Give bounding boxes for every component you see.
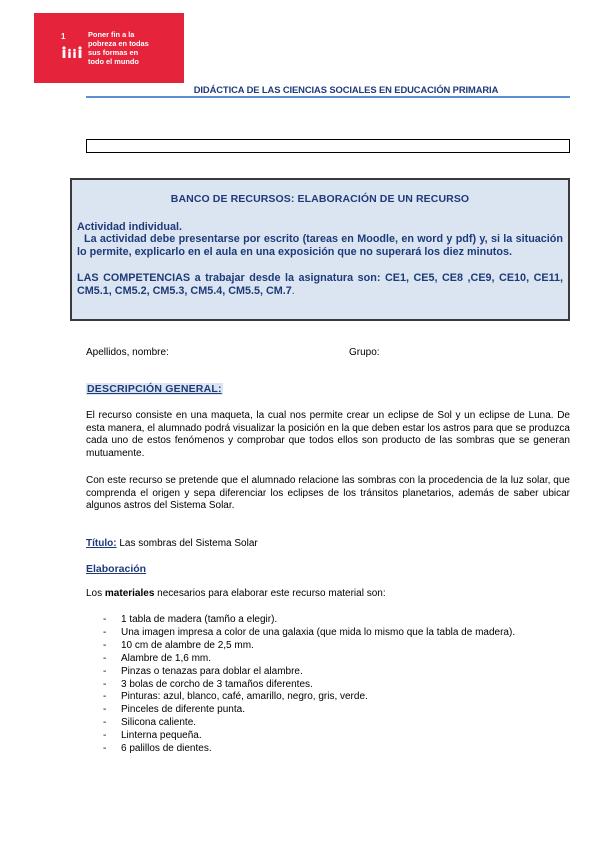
resource-title-line bbox=[86, 538, 258, 549]
list-item: - 3 bolas de corcho de 3 tamaños diferentes. bbox=[103, 679, 515, 692]
list-item: - Linterna pequeña. bbox=[103, 730, 515, 743]
sdg-text-line: Poner fin a la bbox=[88, 30, 135, 39]
sdg-goal-1-badge bbox=[34, 13, 184, 83]
list-item: - 10 cm de alambre de 2,5 mm. bbox=[103, 640, 515, 653]
activity-instructions: La actividad debe presentarse por escrito (tareas en Moodle, en word y pdf) y, si la situación lo permite, explicarlo en el aula en una exposición que no superará los diez minutos. bbox=[77, 233, 563, 258]
list-item: - Pinzas o tenazas para doblar el alambre. bbox=[103, 666, 515, 679]
title-value: Las sombras del Sistema Solar bbox=[116, 538, 258, 549]
sdg-text-line: sus formas en bbox=[88, 48, 139, 57]
materials-intro bbox=[86, 588, 386, 599]
intro-prefix: Los bbox=[86, 588, 105, 599]
grupo-label: Grupo: bbox=[349, 347, 380, 358]
sdg-goal-text bbox=[88, 30, 184, 66]
list-item: - 1 tabla de madera (tamño a elegir). bbox=[103, 614, 515, 627]
list-item: - Silicona caliente. bbox=[103, 717, 515, 730]
description-paragraph-2: Con este recurso se pretende que el alumnado relacione las sombras con la procedencia de la luz solar, que comprenda el origen y sepa diferenciar los eclipses de los tránsitos planetarios, además de saber ubicar algunos astros del Sistema Solar. bbox=[86, 475, 570, 512]
header-divider bbox=[86, 96, 570, 98]
apellidos-label: Apellidos, nombre: bbox=[86, 347, 169, 358]
family-icon bbox=[61, 45, 83, 61]
materials-list bbox=[103, 614, 515, 756]
intro-suffix: necesarios para elaborar este recurso material son: bbox=[154, 588, 386, 599]
list-item: - Pinturas: azul, blanco, café, amarillo, negro, gris, verde. bbox=[103, 691, 515, 704]
elaboration-heading: Elaboración bbox=[86, 563, 147, 575]
list-item: - Alambre de 1,6 mm. bbox=[103, 653, 515, 666]
list-item: - 6 palillos de dientes. bbox=[103, 743, 515, 756]
competencies-list bbox=[77, 272, 563, 297]
title-label: Título: bbox=[86, 538, 117, 549]
description-paragraph-1: El recurso consiste en una maqueta, la cual nos permite crear un eclipse de Sol y un eclipse de Luna. De esta manera, el alumnado podrá visualizar la posición en la que deben estar los astros para que se produzca cada uno de estos fenómenos y comprobar que todos ellos son producto de las sombras que se generan mutuamente. bbox=[86, 410, 570, 459]
sdg-text-line: pobreza en todas bbox=[88, 39, 149, 48]
competencies-text: LAS COMPETENCIAS a trabajar desde la asignatura son: CE1, CE5, CE8 ,CE9, CE10, CE11, CM5.1, CM5.2, CM5.3, CM5.4, CM5.5, CM.7 bbox=[77, 272, 563, 297]
list-item: - Pinceles de diferente punta. bbox=[103, 704, 515, 717]
course-title: DIDÁCTICA DE LAS CIENCIAS SOCIALES EN EDUCACIÓN PRIMARIA bbox=[193, 84, 499, 95]
resource-bank-title: BANCO DE RECURSOS: ELABORACIÓN DE UN RECURSO bbox=[170, 193, 470, 205]
resource-bank-box bbox=[70, 178, 570, 321]
name-entry-box[interactable] bbox=[86, 139, 570, 153]
activity-type: Actividad individual. bbox=[77, 221, 182, 233]
sdg-number: 1 bbox=[61, 32, 66, 41]
sdg-text-line: todo el mundo bbox=[88, 57, 139, 66]
list-item: - Una imagen impresa a color de una galaxia (que mida lo mismo que la tabla de madera). bbox=[103, 627, 515, 640]
general-description-heading: DESCRIPCIÓN GENERAL: bbox=[87, 383, 222, 395]
intro-bold: materiales bbox=[104, 588, 155, 599]
competencies-end: . bbox=[291, 284, 295, 297]
